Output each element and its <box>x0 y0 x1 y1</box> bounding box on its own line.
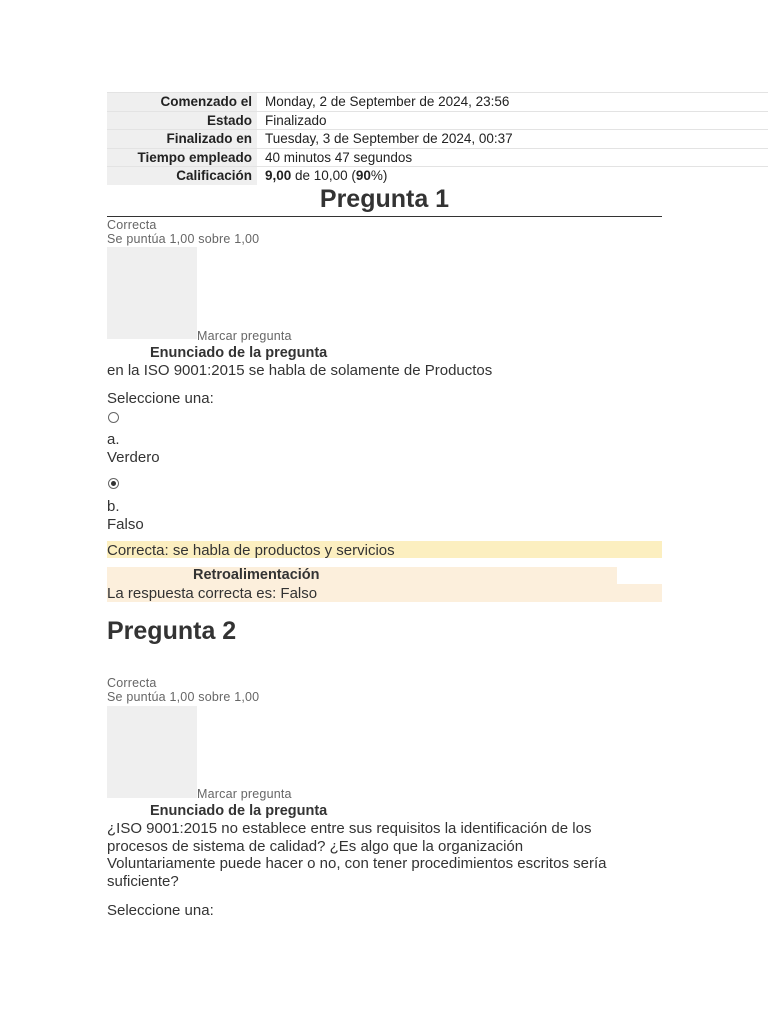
summary-value: Finalizado <box>257 111 768 130</box>
question-1-flag-button[interactable]: Marcar pregunta <box>197 329 292 343</box>
question-2-prompt: Seleccione una: <box>107 902 214 919</box>
question-2-statement-line: procesos de sistema de calidad? ¿Es algo que la organización <box>107 838 524 855</box>
option-a-letter: a. <box>107 431 120 448</box>
summary-label: Estado <box>107 111 257 130</box>
question-2-statement-line: suficiente? <box>107 873 179 890</box>
summary-label: Finalizado en <box>107 130 257 149</box>
summary-value: 40 minutos 47 segundos <box>257 148 768 167</box>
option-b-radio[interactable] <box>108 478 119 489</box>
grade-score: 9,00 <box>265 168 292 184</box>
question-2-flag-image[interactable] <box>107 706 197 798</box>
grade-out-of: de 10,00 ( <box>291 168 356 184</box>
specific-feedback: Correcta: se habla de productos y servicios <box>107 542 395 559</box>
option-a-radio[interactable] <box>108 412 119 423</box>
question-2-statement-line: ¿ISO 9001:2015 no establece entre sus requisitos la identificación de los <box>107 820 592 837</box>
summary-label: Comenzado el <box>107 93 257 112</box>
attempt-summary-table <box>107 92 768 185</box>
question-1-title: Pregunta 1 <box>319 185 450 213</box>
option-b-letter: b. <box>107 498 120 515</box>
question-1-statement-heading: Enunciado de la pregunta <box>150 345 328 361</box>
option-b-label[interactable]: Falso <box>107 516 144 533</box>
right-answer: La respuesta correcta es: Falso <box>107 585 318 602</box>
summary-value: Monday, 2 de September de 2024, 23:56 <box>257 93 768 112</box>
question-1-flag-image[interactable] <box>107 247 197 339</box>
grade-percent: 90 <box>355 168 371 184</box>
question-2-state: Correcta <box>107 676 157 690</box>
question-1-divider <box>107 216 662 217</box>
question-1-state: Correcta <box>107 218 157 232</box>
question-2-statement-heading: Enunciado de la pregunta <box>150 803 328 819</box>
question-2-statement-line: Voluntariamente puede hacer o no, con tener procedimientos escritos sería <box>107 855 607 872</box>
summary-row-finished <box>107 130 768 149</box>
summary-value <box>257 167 768 185</box>
question-2-flag-button[interactable]: Marcar pregunta <box>197 787 292 801</box>
question-2-title: Pregunta 2 <box>107 617 237 645</box>
grade-percent-suffix: %) <box>370 168 388 184</box>
summary-row-time <box>107 148 768 167</box>
summary-row-state <box>107 111 768 130</box>
summary-label: Tiempo empleado <box>107 148 257 167</box>
feedback-heading: Retroalimentación <box>193 567 320 583</box>
question-2-grade: Se puntúa 1,00 sobre 1,00 <box>107 690 260 704</box>
question-1-grade: Se puntúa 1,00 sobre 1,00 <box>107 232 260 246</box>
question-1-statement: en la ISO 9001:2015 se habla de solamente de Productos <box>107 362 493 379</box>
general-feedback-bar <box>107 567 617 584</box>
summary-row-started <box>107 93 768 112</box>
summary-row-grade <box>107 167 768 185</box>
question-1-prompt: Seleccione una: <box>107 390 214 407</box>
summary-label: Calificación <box>107 167 257 185</box>
summary-value: Tuesday, 3 de September de 2024, 00:37 <box>257 130 768 149</box>
option-a-label[interactable]: Verdero <box>107 449 160 466</box>
